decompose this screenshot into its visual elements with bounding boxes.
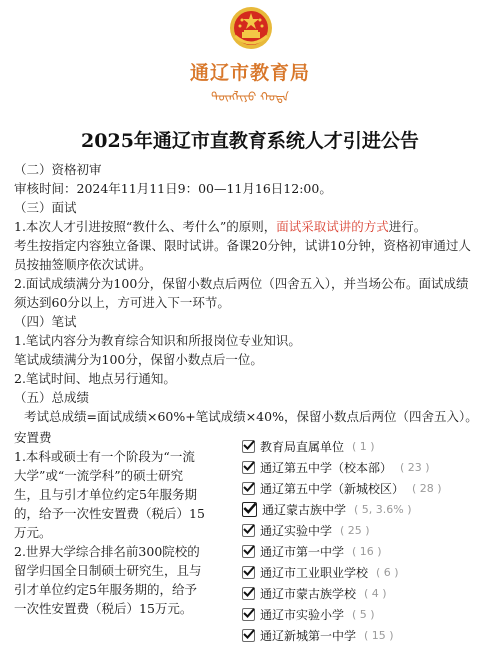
school-name: 通辽市工业职业学校 (260, 566, 369, 580)
checkbox-checked-icon[interactable] (242, 461, 255, 474)
bottom-panel (0, 428, 500, 653)
school-count: ( 23 ) (400, 461, 430, 474)
school-count: ( 16 ) (352, 545, 382, 558)
school-item[interactable] (242, 499, 492, 520)
interview-rule-1-post: 进行。 (388, 219, 427, 234)
school-item[interactable] (242, 625, 492, 646)
school-item[interactable] (242, 457, 492, 478)
interview-rule-1-pre: 1.本次人才引进按照“教什么、考什么”的原则， (14, 219, 277, 234)
checkbox-checked-icon[interactable] (242, 482, 255, 495)
checkbox-checked-icon[interactable] (242, 587, 255, 600)
school-name: 通辽新城第一中学 (260, 629, 357, 643)
school-count: ( 28 ) (412, 482, 442, 495)
review-time: 审核时间：2024年11月11日9：00—11月16日12:00。 (14, 181, 332, 196)
fee-line-5: 万元。 (14, 525, 52, 540)
checkbox-checked-icon[interactable] (242, 629, 255, 642)
fee-line-7: 留学归国全日制硕士研究生，且与 (14, 563, 202, 578)
section-2-heading: （二）资格初审 (14, 162, 102, 177)
interview-method-highlight: 面试采取试讲的方式 (276, 219, 389, 234)
written-rule-1: 1.笔试内容分为教育综合知识和所报岗位专业知识。 (14, 333, 301, 348)
school-count: ( 6 ) (376, 566, 399, 579)
total-score-formula: 考试总成绩=面试成绩×60%+笔试成绩×40%，保留小数点后两位（四舍五入）。 (24, 409, 478, 424)
interview-rule-1-line-2: 考生按指定内容独立备课、限时试讲。备课20分钟，试讲10分钟，资格初审通过人 (14, 238, 471, 253)
interview-rule-1 (14, 217, 494, 236)
checkbox-checked-icon[interactable] (242, 502, 257, 517)
school-count: ( 1 ) (352, 440, 375, 453)
fee-line-9: 一次性安置费（税后）15万元。 (14, 601, 193, 616)
section-3-heading: （三）面试 (14, 200, 77, 215)
school-item[interactable] (242, 436, 492, 457)
national-emblem-icon (229, 6, 273, 50)
interview-rule-2-line-1: 2.面试成绩满分为100分，保留小数点后两位（四舍五入），并当场公布。面试成绩 (14, 276, 469, 291)
interview-rule-1-line-3: 员按抽签顺序依次试讲。 (14, 257, 152, 272)
school-name: 通辽市第一中学 (260, 545, 345, 559)
school-count: ( 15 ) (364, 629, 394, 642)
fee-heading: 安置费 (14, 430, 52, 445)
written-rule-1b: 笔试成绩满分为100分，保留小数点后一位。 (14, 352, 263, 367)
fee-line-2: 大学”或“一流学科”的硕士研究 (14, 468, 184, 483)
section-4-heading: （四）笔试 (14, 314, 77, 329)
school-name: 通辽蒙古族中学 (262, 503, 347, 517)
school-filter-list (242, 436, 492, 646)
school-item[interactable] (242, 541, 492, 562)
school-item[interactable] (242, 478, 492, 499)
written-rule-2: 2.笔试时间、地点另行通知。 (14, 371, 176, 386)
announcement-body (14, 160, 494, 426)
school-item[interactable] (242, 583, 492, 604)
settlement-fee-section (14, 428, 232, 618)
checkbox-checked-icon[interactable] (242, 608, 255, 621)
school-name: 教育局直属单位 (260, 440, 345, 454)
fee-line-6: 2.世界大学综合排名前300院校的 (14, 544, 200, 559)
fee-line-3: 生，且与引才单位约定5年服务期 (14, 487, 197, 502)
page-title: 2025年通辽市直教育系统人才引进公告 (81, 130, 419, 152)
school-name: 通辽市蒙古族学校 (260, 587, 357, 601)
org-name-mongolian: ᠲᠦᠩᠯᠢᠶᠣ ᠬᠣᠲᠠ (211, 90, 289, 104)
school-count: ( 5, 3.6% ) (354, 503, 412, 516)
school-count: ( 4 ) (364, 587, 387, 600)
interview-rule-2-line-2: 须达到60分以上，方可进入下一环节。 (14, 295, 230, 310)
school-name: 通辽实验中学 (260, 524, 333, 538)
checkbox-checked-icon[interactable] (242, 440, 255, 453)
fee-line-8: 引才单位约定5年服务期的，给予 (14, 582, 197, 597)
fee-line-1: 1.本科或硕士有一个阶段为“一流 (14, 449, 195, 464)
school-item[interactable] (242, 562, 492, 583)
section-5-heading: （五）总成绩 (14, 390, 90, 405)
header (0, 0, 500, 120)
school-count: ( 5 ) (352, 608, 375, 621)
org-name: 通辽市教育局 (189, 62, 310, 84)
fee-line-4: 的，给予一次性安置费（税后）15 (14, 506, 205, 521)
school-name: 通辽市实验小学 (260, 608, 345, 622)
checkbox-checked-icon[interactable] (242, 545, 255, 558)
school-count: ( 25 ) (340, 524, 370, 537)
school-item[interactable] (242, 604, 492, 625)
checkbox-checked-icon[interactable] (242, 566, 255, 579)
checkbox-checked-icon[interactable] (242, 524, 255, 537)
school-name: 通辽第五中学（新城校区） (260, 482, 405, 496)
school-name: 通辽第五中学（校本部） (260, 461, 393, 475)
school-item[interactable] (242, 520, 492, 541)
